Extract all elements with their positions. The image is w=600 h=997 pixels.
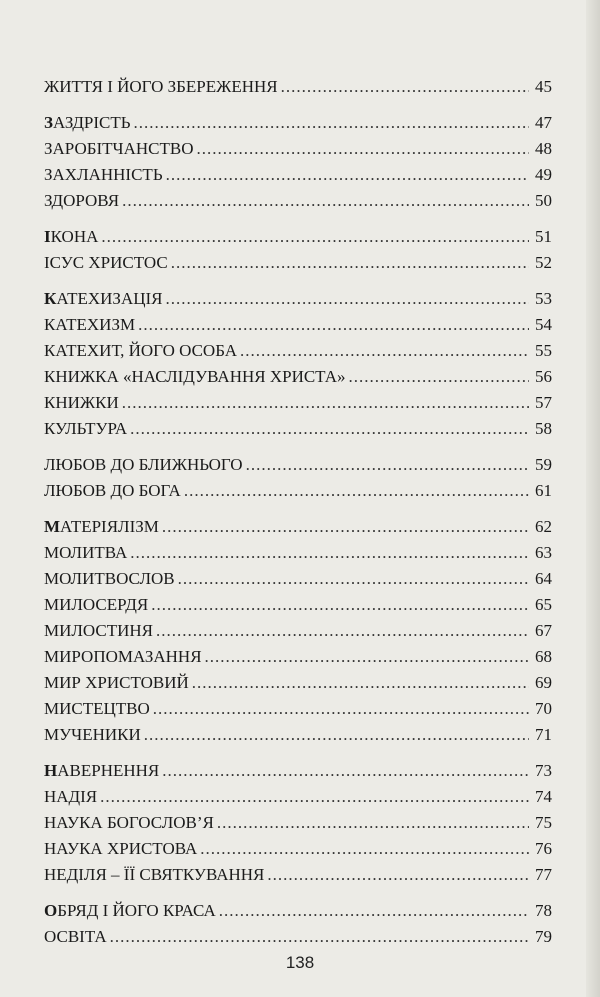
dot-leader bbox=[196, 136, 529, 162]
entry-title-text: БРЯД І ЙОГО КРАСА bbox=[57, 901, 216, 920]
entry-title bbox=[44, 514, 159, 540]
entry-page-number: 77 bbox=[535, 865, 552, 884]
entry-title bbox=[44, 784, 97, 810]
toc-entry bbox=[44, 784, 552, 810]
entry-page-number: 59 bbox=[535, 455, 552, 474]
dot-leader bbox=[178, 566, 529, 592]
entry-page-number: 74 bbox=[535, 787, 552, 806]
entry-title bbox=[44, 478, 181, 504]
entry-title-text: ЛЮБОВ ДО БЛИЖНЬОГО bbox=[44, 455, 243, 474]
entry-initial: М bbox=[44, 517, 61, 536]
toc-group bbox=[44, 110, 552, 214]
entry-title bbox=[44, 162, 163, 188]
toc-entry bbox=[44, 74, 552, 100]
entry-title-text: ЖИТТЯ І ЙОГО ЗБЕРЕЖЕННЯ bbox=[44, 77, 278, 96]
entry-title-text: КОНА bbox=[50, 227, 99, 246]
entry-title-text: МИРОПОМАЗАННЯ bbox=[44, 647, 202, 666]
entry-page-number: 55 bbox=[535, 341, 552, 360]
entry-title-text: МОЛИТВОСЛОВ bbox=[44, 569, 175, 588]
entry-page-number: 76 bbox=[535, 839, 552, 858]
toc-entry bbox=[44, 836, 552, 862]
entry-title-text: ОСВІТА bbox=[44, 927, 107, 946]
entry-title bbox=[44, 390, 119, 416]
entry-title bbox=[44, 224, 98, 250]
entry-title bbox=[44, 722, 141, 748]
entry-title bbox=[44, 110, 131, 136]
dot-leader bbox=[122, 390, 529, 416]
entry-title-text: МИЛОСЕРДЯ bbox=[44, 595, 149, 614]
entry-title bbox=[44, 136, 193, 162]
entry-title bbox=[44, 696, 150, 722]
toc-entry bbox=[44, 618, 552, 644]
entry-title bbox=[44, 758, 159, 784]
entry-title-text: КНИЖКИ bbox=[44, 393, 119, 412]
entry-title-text: АТЕРІЯЛІЗМ bbox=[60, 517, 159, 536]
entry-title bbox=[44, 924, 107, 950]
entry-title-text: ІСУС ХРИСТОС bbox=[44, 253, 168, 272]
entry-title-text: ЗАХЛАННІСТЬ bbox=[44, 165, 163, 184]
dot-leader bbox=[122, 188, 529, 214]
toc-entry bbox=[44, 312, 552, 338]
entry-title bbox=[44, 364, 346, 390]
entry-page-number: 65 bbox=[535, 595, 552, 614]
entry-title bbox=[44, 312, 135, 338]
entry-title-text: МУЧЕНИКИ bbox=[44, 725, 141, 744]
entry-page-number: 49 bbox=[535, 165, 552, 184]
entry-page-number: 58 bbox=[535, 419, 552, 438]
entry-page-number: 54 bbox=[535, 315, 552, 334]
entry-page-number: 62 bbox=[535, 517, 552, 536]
toc-entry bbox=[44, 478, 552, 504]
entry-title-text: НАДІЯ bbox=[44, 787, 98, 806]
dot-leader bbox=[217, 810, 529, 836]
dot-leader bbox=[267, 862, 529, 888]
entry-title-text: АВЕРНЕННЯ bbox=[57, 761, 160, 780]
entry-page-number: 48 bbox=[535, 139, 552, 158]
page-edge bbox=[586, 0, 600, 997]
toc-group bbox=[44, 514, 552, 748]
toc-entry bbox=[44, 924, 552, 950]
toc-entry bbox=[44, 722, 552, 748]
dot-leader bbox=[192, 670, 529, 696]
entry-page-number: 73 bbox=[535, 761, 552, 780]
entry-title bbox=[44, 286, 163, 312]
entry-page-number: 63 bbox=[535, 543, 552, 562]
entry-title-text: КАТЕХИТ, ЙОГО ОСОБА bbox=[44, 341, 238, 360]
entry-title-text: КНИЖКА «НАСЛІДУВАННЯ ХРИСТА» bbox=[44, 367, 346, 386]
dot-leader bbox=[200, 836, 529, 862]
dot-leader bbox=[162, 514, 529, 540]
entry-page-number: 47 bbox=[535, 113, 552, 132]
dot-leader bbox=[246, 452, 529, 478]
dot-leader bbox=[219, 898, 529, 924]
entry-page-number: 61 bbox=[535, 481, 552, 500]
dot-leader bbox=[110, 924, 529, 950]
toc-entry bbox=[44, 338, 552, 364]
entry-title bbox=[44, 74, 278, 100]
toc-group bbox=[44, 898, 552, 950]
entry-page-number: 75 bbox=[535, 813, 552, 832]
toc-entry bbox=[44, 416, 552, 442]
toc-entry bbox=[44, 696, 552, 722]
dot-leader bbox=[171, 250, 529, 276]
toc-entry bbox=[44, 514, 552, 540]
dot-leader bbox=[349, 364, 530, 390]
entry-title bbox=[44, 188, 119, 214]
entry-title-text: МИР ХРИСТОВИЙ bbox=[44, 673, 189, 692]
dot-leader bbox=[153, 696, 529, 722]
entry-title-text: НАУКА БОГОСЛОВ’Я bbox=[44, 813, 214, 832]
entry-initial: І bbox=[44, 227, 51, 246]
toc-group bbox=[44, 758, 552, 888]
dot-leader bbox=[162, 758, 529, 784]
toc-group bbox=[44, 452, 552, 504]
entry-title-text: МИСТЕЦТВО bbox=[44, 699, 150, 718]
entry-title bbox=[44, 452, 243, 478]
entry-title bbox=[44, 338, 237, 364]
entry-page-number: 56 bbox=[535, 367, 552, 386]
entry-title bbox=[44, 540, 127, 566]
toc-entry bbox=[44, 452, 552, 478]
entry-title-text: АТЕХИЗАЦІЯ bbox=[56, 289, 163, 308]
entry-page-number: 52 bbox=[535, 253, 552, 272]
entry-title bbox=[44, 618, 153, 644]
entry-title bbox=[44, 836, 197, 862]
entry-page-number: 45 bbox=[535, 77, 552, 96]
entry-title bbox=[44, 898, 216, 924]
page-number: 138 bbox=[285, 953, 315, 972]
entry-title-text: ЗДОРОВЯ bbox=[44, 191, 120, 210]
entry-title bbox=[44, 566, 175, 592]
dot-leader bbox=[166, 162, 529, 188]
toc-entry bbox=[44, 810, 552, 836]
toc-entry bbox=[44, 110, 552, 136]
toc-entry bbox=[44, 286, 552, 312]
toc-entry bbox=[44, 758, 552, 784]
entry-page-number: 68 bbox=[535, 647, 552, 666]
table-of-contents bbox=[44, 74, 552, 960]
entry-title-text: ЛЮБОВ ДО БОГА bbox=[44, 481, 181, 500]
entry-title-text: АЗДРІСТЬ bbox=[52, 113, 131, 132]
entry-page-number: 64 bbox=[535, 569, 552, 588]
entry-title bbox=[44, 592, 148, 618]
dot-leader bbox=[100, 784, 529, 810]
entry-title-text: НАУКА ХРИСТОВА bbox=[44, 839, 198, 858]
dot-leader bbox=[240, 338, 529, 364]
dot-leader bbox=[130, 416, 529, 442]
toc-entry bbox=[44, 566, 552, 592]
toc-entry bbox=[44, 224, 552, 250]
toc-entry bbox=[44, 364, 552, 390]
dot-leader bbox=[151, 592, 529, 618]
entry-page-number: 71 bbox=[535, 725, 552, 744]
entry-title-text: ЗАРОБІТЧАНСТВО bbox=[44, 139, 194, 158]
entry-page-number: 53 bbox=[535, 289, 552, 308]
toc-group bbox=[44, 224, 552, 276]
entry-title-text: КУЛЬТУРА bbox=[44, 419, 128, 438]
entry-page-number: 78 bbox=[535, 901, 552, 920]
dot-leader bbox=[130, 540, 529, 566]
toc-entry bbox=[44, 390, 552, 416]
dot-leader bbox=[205, 644, 529, 670]
dot-leader bbox=[144, 722, 529, 748]
entry-title bbox=[44, 416, 127, 442]
entry-title bbox=[44, 810, 214, 836]
entry-title-text: МИЛОСТИНЯ bbox=[44, 621, 154, 640]
toc-entry bbox=[44, 670, 552, 696]
dot-leader bbox=[138, 312, 529, 338]
entry-initial: К bbox=[44, 289, 57, 308]
entry-page-number: 51 bbox=[535, 227, 552, 246]
toc-group bbox=[44, 74, 552, 100]
toc-entry bbox=[44, 592, 552, 618]
toc-entry bbox=[44, 644, 552, 670]
entry-title bbox=[44, 862, 264, 888]
dot-leader bbox=[166, 286, 529, 312]
entry-page-number: 70 bbox=[535, 699, 552, 718]
entry-title-text: МОЛИТВА bbox=[44, 543, 128, 562]
toc-entry bbox=[44, 188, 552, 214]
entry-page-number: 57 bbox=[535, 393, 552, 412]
entry-page-number: 67 bbox=[535, 621, 552, 640]
dot-leader bbox=[156, 618, 529, 644]
entry-initial: О bbox=[44, 901, 58, 920]
dot-leader bbox=[134, 110, 529, 136]
entry-page-number: 79 bbox=[535, 927, 552, 946]
dot-leader bbox=[281, 74, 529, 100]
toc-entry bbox=[44, 862, 552, 888]
entry-title-text: НЕДІЛЯ – ЇЇ СВЯТКУВАННЯ bbox=[44, 865, 265, 884]
entry-initial: З bbox=[44, 113, 53, 132]
entry-title bbox=[44, 250, 168, 276]
dot-leader bbox=[184, 478, 529, 504]
entry-title-text: КАТЕХИЗМ bbox=[44, 315, 136, 334]
entry-title bbox=[44, 670, 189, 696]
toc-entry bbox=[44, 250, 552, 276]
entry-page-number: 50 bbox=[535, 191, 552, 210]
toc-entry bbox=[44, 136, 552, 162]
entry-page-number: 69 bbox=[535, 673, 552, 692]
toc-entry bbox=[44, 898, 552, 924]
toc-group bbox=[44, 286, 552, 442]
entry-initial: Н bbox=[44, 761, 58, 780]
toc-entry bbox=[44, 540, 552, 566]
entry-title bbox=[44, 644, 202, 670]
toc-entry bbox=[44, 162, 552, 188]
dot-leader bbox=[101, 224, 529, 250]
